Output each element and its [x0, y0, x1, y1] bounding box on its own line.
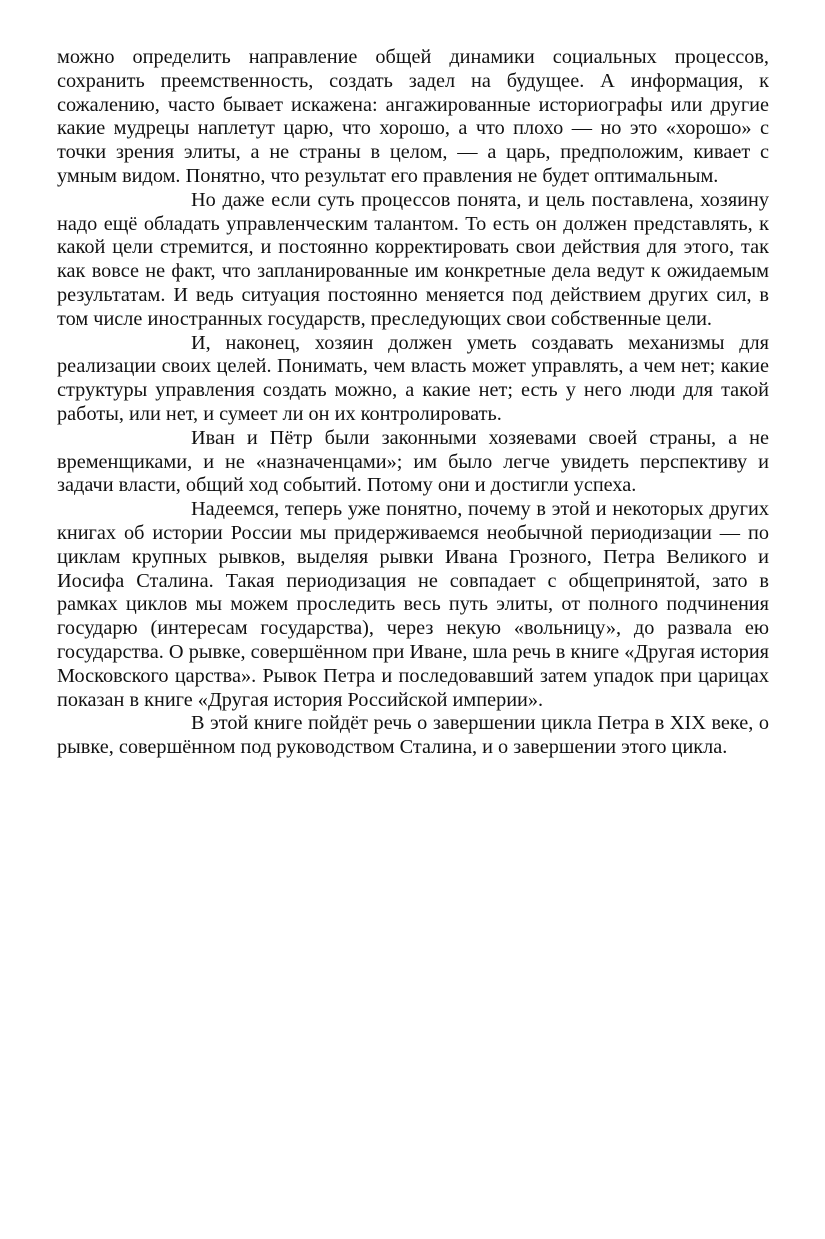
- paragraph-mechanisms: И, наконец, хозяин должен уметь создавать механизмы для реализации своих целей. Понимать, чем власть может управлять, а чем нет; какие структуры управления создать можно, а какие нет; есть у него люди для такой работы, или нет, и сумеет ли он их контролировать.: [57, 331, 769, 425]
- paragraph-book-scope: В этой книге пойдёт речь о завершении цикла Петра в XIX веке, о рывке, совершённом под руководством Сталина, и о завершении этого цикла.: [57, 712, 769, 759]
- paragraph-management-talent: Но даже если суть процессов понята, и цель поставлена, хозяину надо ещё обладать управленческим талантом. То есть он должен представлять, к какой цели стремится, и постоянно корректировать свои действия для этого, так как вовсе не факт, что запланированные им конкретные дела ведут к ожидаемым результатам. И ведь ситуация постоянно меняется под действием других сил, в том числе иностранных государств, преследующих свои собственные цели.: [57, 188, 769, 330]
- paragraph-ivan-peter: Иван и Пётр были законными хозяевами своей страны, а не временщиками, и не «назначенцами»; им было легче увидеть перспективу и задачи власти, общий ход событий. Потому они и достигли успеха.: [57, 426, 769, 497]
- document-page: [57, 46, 769, 760]
- paragraph-continuation: можно определить направление общей динамики социальных процессов, сохранить преемственность, создать задел на будущее. А информация, к сожалению, часто бывает искажена: ангажированные историографы или другие какие мудрецы наплетут царю, что хорошо, а что плохо — но это «хорошо» с точки зрения элиты, а не страны в целом, — а царь, предположим, кивает с умным видом. Понятно, что результат его правления не будет оптимальным.: [57, 46, 769, 187]
- paragraph-periodization: Надеемся, теперь уже понятно, почему в этой и некоторых других книгах об истории России мы придерживаемся необычной периодизации — по циклам крупных рывков, выделяя рывки Ивана Грозного, Петра Великого и Иосифа Сталина. Такая периодизация не совпадает с общепринятой, зато в рамках циклов мы можем проследить весь путь элиты, от полного подчинения государю (интересам государства), через некую «вольницу», до развала ею государства. О рывке, совершённом при Иване, шла речь в книге «Другая история Московского царства». Рывок Петра и последовавший затем упадок при царицах показан в книге «Другая история Российской империи».: [57, 498, 769, 711]
